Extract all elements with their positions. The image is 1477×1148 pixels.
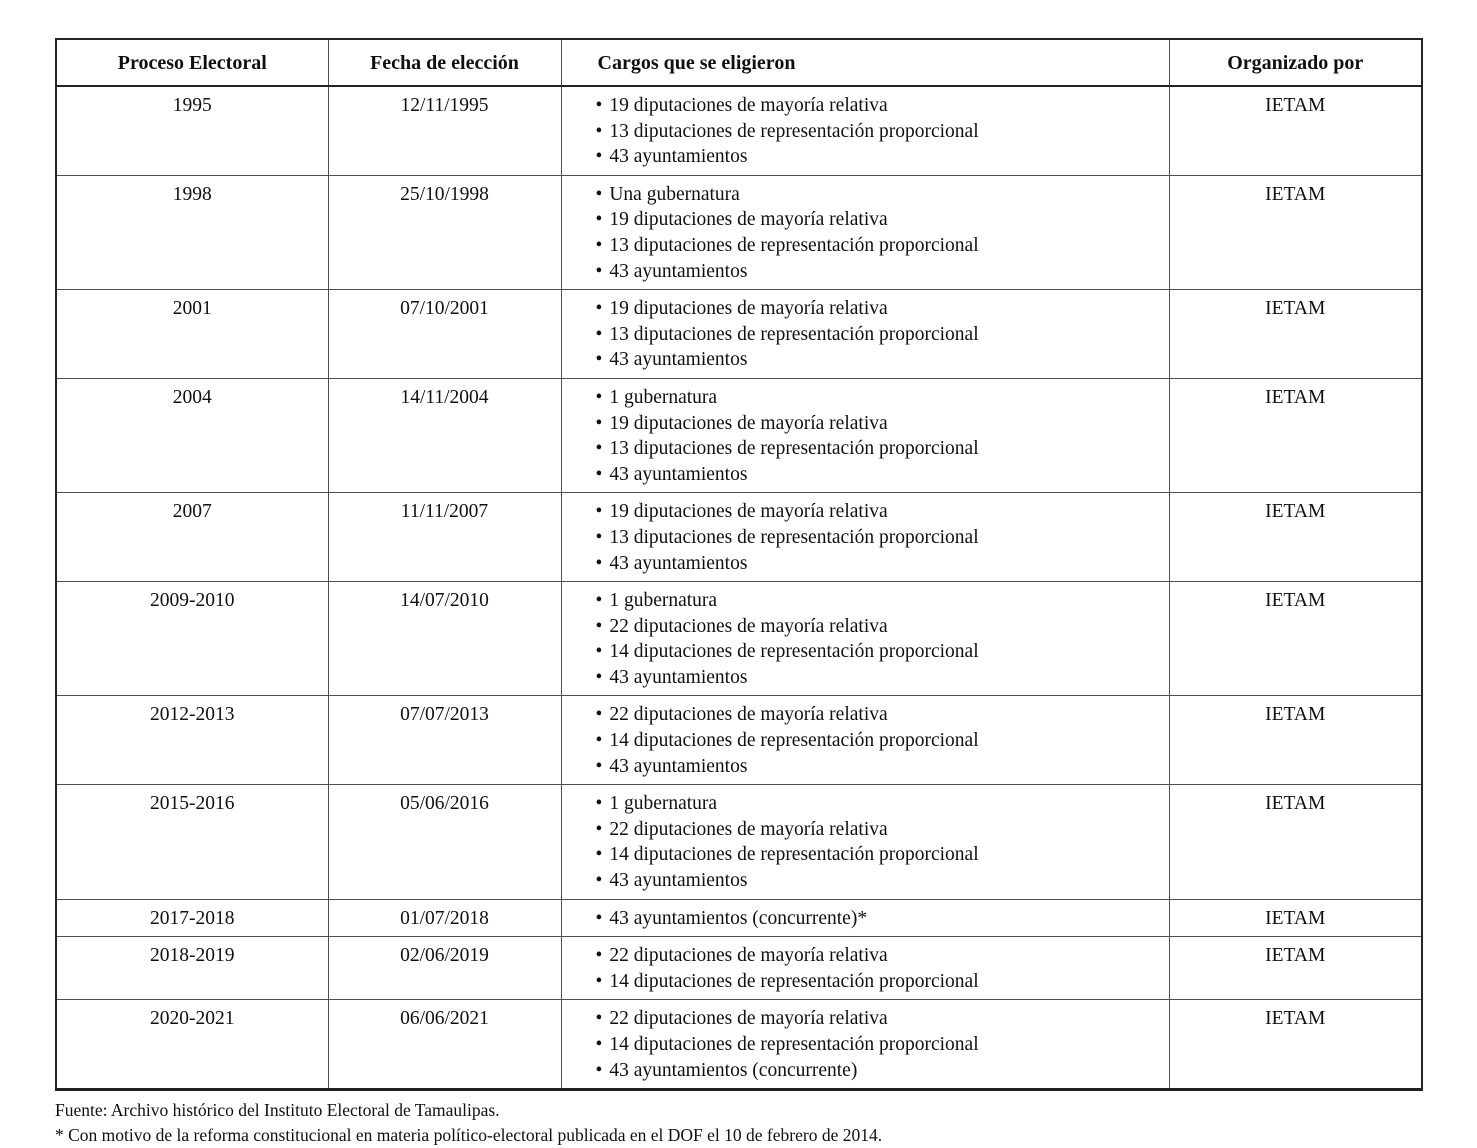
bullet-icon: • xyxy=(595,704,603,726)
table-row xyxy=(56,785,1422,899)
cargo-text: 19 diputaciones de mayoría relativa xyxy=(609,209,888,231)
cargo-item xyxy=(596,525,1163,551)
header-cargos-elegidos: Cargos que se eligieron xyxy=(561,39,1169,86)
cell-cargos-elegidos xyxy=(561,785,1169,899)
cell-fecha-eleccion: 02/06/2019 xyxy=(328,937,561,1000)
cargo-item xyxy=(596,322,1163,348)
cell-fecha-eleccion: 14/07/2010 xyxy=(328,582,561,696)
cell-proceso-electoral: 1995 xyxy=(56,86,328,175)
cell-proceso-electoral: 2015-2016 xyxy=(56,785,328,899)
cargo-item xyxy=(596,943,1163,969)
cell-organizador: IETAM xyxy=(1169,290,1422,379)
cargo-item xyxy=(596,462,1163,488)
cargo-text: 1 gubernatura xyxy=(609,793,718,815)
bullet-icon: • xyxy=(595,146,603,168)
cargos-bullet-list xyxy=(596,906,1163,932)
cell-cargos-elegidos xyxy=(561,696,1169,785)
cell-organizador: IETAM xyxy=(1169,696,1422,785)
cargo-text: 43 ayuntamientos xyxy=(609,755,748,777)
cell-organizador: IETAM xyxy=(1169,785,1422,899)
bullet-icon: • xyxy=(595,907,603,929)
table-row xyxy=(56,937,1422,1000)
cell-proceso-electoral: 2017-2018 xyxy=(56,899,328,937)
cell-organizador: IETAM xyxy=(1169,937,1422,1000)
cargos-bullet-list xyxy=(596,296,1163,373)
cargo-text: 14 diputaciones de representación proporcional xyxy=(609,641,979,663)
table-row xyxy=(56,290,1422,379)
cargo-text: 43 ayuntamientos xyxy=(609,552,748,574)
cargo-item xyxy=(596,259,1163,285)
cargos-bullet-list xyxy=(596,93,1163,170)
cargos-bullet-list xyxy=(596,702,1163,779)
cargo-item xyxy=(596,93,1163,119)
cargo-text: 14 diputaciones de representación proporcional xyxy=(609,970,979,992)
cell-cargos-elegidos xyxy=(561,175,1169,289)
bullet-icon: • xyxy=(595,349,603,371)
cell-cargos-elegidos xyxy=(561,86,1169,175)
cargo-item xyxy=(596,1058,1163,1084)
cell-cargos-elegidos xyxy=(561,493,1169,582)
cargo-item xyxy=(596,817,1163,843)
bullet-icon: • xyxy=(595,641,603,663)
cargo-item xyxy=(596,347,1163,373)
bullet-icon: • xyxy=(595,945,603,967)
bullet-icon: • xyxy=(595,183,603,205)
cargo-item xyxy=(596,665,1163,691)
cell-proceso-electoral: 2001 xyxy=(56,290,328,379)
cargo-item xyxy=(596,144,1163,170)
table-row xyxy=(56,582,1422,696)
bullet-icon: • xyxy=(595,970,603,992)
cargo-text: 22 diputaciones de mayoría relativa xyxy=(609,818,888,840)
cargo-item xyxy=(596,182,1163,208)
cell-proceso-electoral: 2018-2019 xyxy=(56,937,328,1000)
cell-cargos-elegidos xyxy=(561,937,1169,1000)
cell-organizador: IETAM xyxy=(1169,1000,1422,1090)
cell-proceso-electoral: 2020-2021 xyxy=(56,1000,328,1090)
reform-footnote: * Con motivo de la reforma constitucional en materia político-electoral publicada en el DOF el 10 de febrero de 2014. xyxy=(55,1125,883,1146)
cargo-item xyxy=(596,1006,1163,1032)
cargo-text: 13 diputaciones de representación proporcional xyxy=(609,323,979,345)
bullet-icon: • xyxy=(595,209,603,231)
bullet-icon: • xyxy=(595,438,603,460)
bullet-icon: • xyxy=(595,260,603,282)
cargo-item xyxy=(596,551,1163,577)
cell-fecha-eleccion: 07/10/2001 xyxy=(328,290,561,379)
cargo-text: 1 gubernatura xyxy=(609,386,718,408)
bullet-icon: • xyxy=(595,730,603,752)
cell-proceso-electoral: 2007 xyxy=(56,493,328,582)
bullet-icon: • xyxy=(595,298,603,320)
cell-organizador: IETAM xyxy=(1169,899,1422,937)
cargo-text: Una gubernatura xyxy=(609,183,740,205)
cargo-item xyxy=(596,296,1163,322)
table-row xyxy=(56,899,1422,937)
cargo-text: 43 ayuntamientos (concurrente) xyxy=(609,1059,858,1081)
bullet-icon: • xyxy=(595,666,603,688)
cargo-item xyxy=(596,728,1163,754)
table-row xyxy=(56,493,1422,582)
cargo-text: 1 gubernatura xyxy=(609,590,718,612)
cargo-item xyxy=(596,639,1163,665)
cell-cargos-elegidos xyxy=(561,378,1169,492)
cargo-text: 19 diputaciones de mayoría relativa xyxy=(609,412,888,434)
cargo-text: 14 diputaciones de representación proporcional xyxy=(609,730,979,752)
table-footnotes xyxy=(55,1098,1477,1148)
header-row xyxy=(56,39,1422,86)
bullet-icon: • xyxy=(595,844,603,866)
cargo-item xyxy=(596,233,1163,259)
cargo-item xyxy=(596,499,1163,525)
cargo-item xyxy=(596,868,1163,894)
cargo-text: 13 diputaciones de representación proporcional xyxy=(609,438,979,460)
bullet-icon: • xyxy=(595,95,603,116)
header-proceso-electoral: Proceso Electoral xyxy=(56,39,328,86)
table-row xyxy=(56,378,1422,492)
cargo-text: 13 diputaciones de representación proporcional xyxy=(609,234,979,256)
cargo-item xyxy=(596,385,1163,411)
cargos-bullet-list xyxy=(596,791,1163,893)
bullet-icon: • xyxy=(595,1059,603,1081)
cell-fecha-eleccion: 14/11/2004 xyxy=(328,378,561,492)
bullet-icon: • xyxy=(595,590,603,612)
cell-fecha-eleccion: 05/06/2016 xyxy=(328,785,561,899)
bullet-icon: • xyxy=(595,793,603,815)
header-fecha-eleccion: Fecha de elección xyxy=(328,39,561,86)
cell-fecha-eleccion: 25/10/1998 xyxy=(328,175,561,289)
cargo-text: 43 ayuntamientos xyxy=(609,870,748,892)
cargo-item xyxy=(596,1032,1163,1058)
table-body xyxy=(56,86,1422,1090)
cell-fecha-eleccion: 12/11/1995 xyxy=(328,86,561,175)
bullet-icon: • xyxy=(595,386,603,408)
cargo-item xyxy=(596,614,1163,640)
cargo-text: 13 diputaciones de representación proporcional xyxy=(609,526,979,548)
cell-organizador: IETAM xyxy=(1169,493,1422,582)
cell-organizador: IETAM xyxy=(1169,582,1422,696)
bullet-icon: • xyxy=(595,818,603,840)
cargo-item xyxy=(596,754,1163,780)
bullet-icon: • xyxy=(595,755,603,777)
bullet-icon: • xyxy=(595,463,603,485)
bullet-icon: • xyxy=(595,1008,603,1030)
cell-cargos-elegidos xyxy=(561,899,1169,937)
cargos-bullet-list xyxy=(596,943,1163,994)
cargo-text: 14 diputaciones de representación proporcional xyxy=(609,1034,979,1055)
cargo-text: 22 diputaciones de mayoría relativa xyxy=(609,945,888,967)
cargo-item xyxy=(596,436,1163,462)
bullet-icon: • xyxy=(595,323,603,345)
cargo-item xyxy=(596,842,1163,868)
cargo-text: 43 ayuntamientos xyxy=(609,146,748,168)
cargo-item xyxy=(596,207,1163,233)
bullet-icon: • xyxy=(595,552,603,574)
cell-proceso-electoral: 2004 xyxy=(56,378,328,492)
table-row xyxy=(56,696,1422,785)
cell-organizador: IETAM xyxy=(1169,175,1422,289)
cell-cargos-elegidos xyxy=(561,290,1169,379)
bullet-icon: • xyxy=(595,615,603,637)
cell-proceso-electoral: 1998 xyxy=(56,175,328,289)
cargo-text: 43 ayuntamientos xyxy=(609,260,748,282)
cargo-text: 19 diputaciones de mayoría relativa xyxy=(609,298,888,320)
cargo-text: 43 ayuntamientos xyxy=(609,666,748,688)
cargos-bullet-list xyxy=(596,385,1163,487)
cargo-text: 14 diputaciones de representación proporcional xyxy=(609,844,979,866)
source-note: Fuente: Archivo histórico del Instituto Electoral de Tamaulipas. xyxy=(55,1100,500,1121)
table-row xyxy=(56,175,1422,289)
cargo-text: 22 diputaciones de mayoría relativa xyxy=(609,615,888,637)
cargos-bullet-list xyxy=(596,182,1163,284)
cargo-text: 22 diputaciones de mayoría relativa xyxy=(609,704,888,726)
cargo-text: 43 ayuntamientos (concurrente)* xyxy=(609,907,868,929)
cargo-text: 43 ayuntamientos xyxy=(609,463,748,485)
bullet-icon: • xyxy=(595,870,603,892)
cell-fecha-eleccion: 06/06/2021 xyxy=(328,1000,561,1090)
cell-fecha-eleccion: 11/11/2007 xyxy=(328,493,561,582)
table-row xyxy=(56,86,1422,175)
cargo-text: 43 ayuntamientos xyxy=(609,349,748,371)
cargo-item xyxy=(596,588,1163,614)
cargo-text: 19 diputaciones de mayoría relativa xyxy=(609,95,888,116)
table-row xyxy=(56,1000,1422,1090)
cargos-bullet-list xyxy=(596,588,1163,690)
bullet-icon: • xyxy=(595,412,603,434)
cargo-item xyxy=(596,791,1163,817)
bullet-icon: • xyxy=(595,526,603,548)
cargo-item xyxy=(596,411,1163,437)
cargos-bullet-list xyxy=(596,1006,1163,1083)
cargo-text: 22 diputaciones de mayoría relativa xyxy=(609,1008,888,1030)
cell-fecha-eleccion: 07/07/2013 xyxy=(328,696,561,785)
cargo-item xyxy=(596,702,1163,728)
cargo-item xyxy=(596,119,1163,145)
cargos-bullet-list xyxy=(596,499,1163,576)
cell-organizador: IETAM xyxy=(1169,378,1422,492)
cell-cargos-elegidos xyxy=(561,582,1169,696)
cargo-item xyxy=(596,969,1163,995)
cell-proceso-electoral: 2012-2013 xyxy=(56,696,328,785)
bullet-icon: • xyxy=(595,501,603,523)
cell-cargos-elegidos xyxy=(561,1000,1169,1090)
bullet-icon: • xyxy=(595,1034,603,1055)
cargo-text: 19 diputaciones de mayoría relativa xyxy=(609,501,888,523)
header-organizado-por: Organizado por xyxy=(1169,39,1422,86)
cell-fecha-eleccion: 01/07/2018 xyxy=(328,899,561,937)
cargo-text: 13 diputaciones de representación proporcional xyxy=(609,120,979,142)
bullet-icon: • xyxy=(595,120,603,142)
electoral-processes-table xyxy=(55,38,1423,1091)
bullet-icon: • xyxy=(595,234,603,256)
cell-organizador: IETAM xyxy=(1169,86,1422,175)
cell-proceso-electoral: 2009-2010 xyxy=(56,582,328,696)
cargo-item xyxy=(596,906,1163,932)
